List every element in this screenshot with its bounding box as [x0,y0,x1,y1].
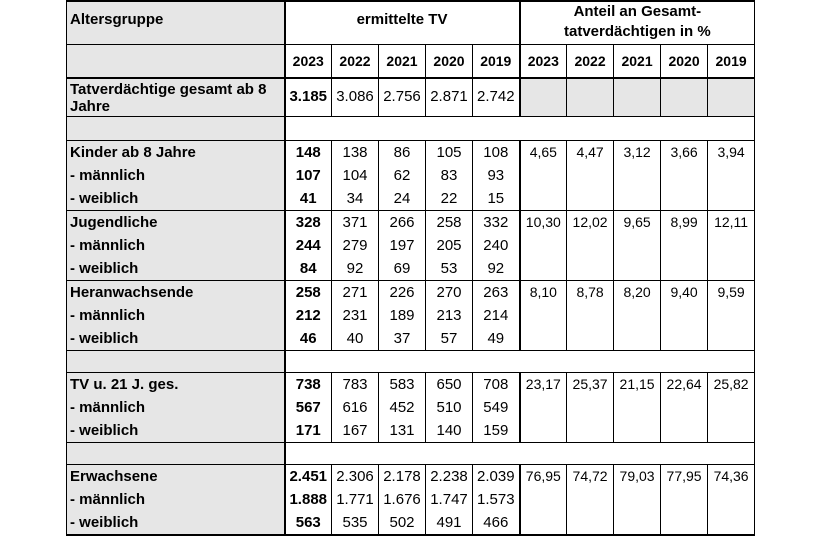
value: 69 [393,259,411,277]
value: 452 [389,398,415,416]
pct-cell [614,140,661,210]
group-label: Erwachsene [70,467,158,485]
value: 240 [483,236,509,254]
total-pct-empty [661,78,708,116]
pct-value: 4,47 [576,143,604,160]
pct-cell [708,140,755,210]
group-label-heranwachsende [67,280,285,350]
value-cell [379,210,426,280]
group-label: - männlich [70,490,146,508]
value: 107 [295,166,321,184]
pct-value: 74,72 [572,467,608,484]
value: 226 [389,283,415,301]
pct-cell [661,140,708,210]
pct-value: 8,78 [576,283,604,300]
pct-value: 8,99 [670,213,698,230]
pct-value: 12,02 [572,213,608,230]
value: 189 [389,306,415,324]
value: 140 [436,421,462,439]
pct-value: 25,82 [713,375,749,392]
total-value: 2.742 [473,78,520,116]
group-label: TV u. 21 J. ges. [70,375,179,393]
spacer-row [67,442,755,464]
group-label: - weiblich [70,189,139,207]
pct-value: 9,59 [717,283,745,300]
pct-cell [708,210,755,280]
year-pct-2022: 2022 [567,44,614,78]
pct-value: 8,20 [623,283,651,300]
value-cell [473,464,520,535]
year-tv-2023: 2023 [285,44,332,78]
value: 2.178 [383,467,421,485]
value: 783 [342,375,368,393]
year-pct-2023: 2023 [520,44,567,78]
pct-value: 22,64 [666,375,702,392]
value: 108 [483,143,509,161]
group-label-jugendliche [67,210,285,280]
value: 279 [342,236,368,254]
value: 1.771 [336,490,374,508]
pct-cell [614,464,661,535]
group-row-kinder [67,140,755,210]
value: 1.888 [289,490,328,508]
value: 270 [436,283,462,301]
value: 563 [295,513,321,531]
group-label: - weiblich [70,259,139,277]
total-pct-empty [708,78,755,116]
value: 650 [436,375,462,393]
pct-cell [661,210,708,280]
value-cell [332,140,379,210]
value: 83 [440,166,458,184]
value: 371 [342,213,368,231]
pct-value: 9,40 [670,283,698,300]
value-cell [379,140,426,210]
pct-cell [520,280,567,350]
group-label: - weiblich [70,329,139,347]
group-row-heranwachsende [67,280,755,350]
spacer-row [67,116,755,140]
total-value: 3.086 [332,78,379,116]
pct-cell [614,372,661,442]
value: 40 [346,329,364,347]
total-value: 2.871 [426,78,473,116]
value-cell [285,140,332,210]
value: 213 [436,306,462,324]
value-cell [332,464,379,535]
pct-value: 76,95 [525,467,561,484]
value-cell [285,210,332,280]
total-row [67,78,755,116]
header-age-group: Altersgruppe [67,1,285,44]
value: 1.573 [477,490,515,508]
value: 466 [483,513,509,531]
value-cell [426,464,473,535]
pct-cell [520,140,567,210]
group-label: - weiblich [70,421,139,439]
pct-value: 25,37 [572,375,608,392]
value: 148 [295,143,321,161]
value: 92 [487,259,505,277]
value: 2.238 [430,467,468,485]
value: 258 [295,283,321,301]
value: 197 [389,236,415,254]
value: 205 [436,236,462,254]
value-cell [426,280,473,350]
total-value: 2.756 [379,78,426,116]
group-label-under21 [67,372,285,442]
year-tv-2021: 2021 [379,44,426,78]
pct-value: 74,36 [713,467,749,484]
value: 2.306 [336,467,374,485]
pct-value: 3,94 [717,143,745,160]
year-pct-2020: 2020 [661,44,708,78]
year-pct-2019: 2019 [708,44,755,78]
pct-value: 10,30 [525,213,561,230]
year-header-blank [67,44,285,78]
pct-cell [661,372,708,442]
value: 738 [295,375,321,393]
value: 266 [389,213,415,231]
group-label: - männlich [70,236,146,254]
value: 244 [295,236,321,254]
group-label: Heranwachsende [70,283,194,301]
value-cell [332,372,379,442]
value: 510 [436,398,462,416]
pct-cell [708,280,755,350]
value: 583 [389,375,415,393]
header-tv: ermittelte TV [285,1,520,44]
group-row-under21 [67,372,755,442]
year-tv-2019: 2019 [473,44,520,78]
pct-cell [661,280,708,350]
year-tv-2020: 2020 [426,44,473,78]
value-cell [426,210,473,280]
group-row-jugendliche [67,210,755,280]
pct-value: 79,03 [619,467,655,484]
spacer-row [67,350,755,372]
pct-cell [520,210,567,280]
value-cell [473,372,520,442]
value-cell [285,280,332,350]
value: 105 [436,143,462,161]
header-share: Anteil an Gesamt-tatverdächtigen in % [520,1,755,44]
value: 549 [483,398,509,416]
pct-cell [567,280,614,350]
value-cell [285,372,332,442]
pct-value: 9,65 [623,213,651,230]
year-tv-2022: 2022 [332,44,379,78]
group-label: Jugendliche [70,213,158,231]
value-cell [379,280,426,350]
pct-value: 12,11 [714,213,749,230]
year-header-row [67,44,755,78]
value: 616 [342,398,368,416]
value: 104 [342,166,368,184]
value: 258 [436,213,462,231]
group-label-erwachsene [67,464,285,535]
value: 92 [346,259,364,277]
group-row-erwachsene [67,464,755,535]
value: 214 [483,306,509,324]
value: 138 [342,143,368,161]
value-cell [473,280,520,350]
pct-cell [567,210,614,280]
value: 328 [295,213,321,231]
value: 84 [299,259,317,277]
value: 1.747 [430,490,468,508]
value: 53 [440,259,458,277]
group-label: - weiblich [70,513,139,531]
value-cell [426,372,473,442]
value-cell [379,464,426,535]
statistics-table [66,0,755,536]
value: 2.451 [289,467,328,485]
pct-value: 23,17 [525,375,561,392]
value: 46 [299,329,317,347]
value: 535 [342,513,368,531]
value: 2.039 [477,467,515,485]
value: 1.676 [383,490,421,508]
value: 34 [346,189,364,207]
value: 41 [299,189,317,207]
value-cell [426,140,473,210]
value: 332 [483,213,509,231]
pct-cell [708,464,755,535]
total-label: Tatverdächtige gesamt ab 8 Jahre [67,78,285,116]
pct-value: 8,10 [529,283,557,300]
group-label-kinder [67,140,285,210]
value: 263 [483,283,509,301]
value: 24 [393,189,411,207]
value: 62 [393,166,411,184]
total-pct-empty [520,78,567,116]
value: 271 [342,283,368,301]
value: 22 [440,189,458,207]
total-pct-empty [614,78,661,116]
pct-cell [567,464,614,535]
value-cell [285,464,332,535]
pct-value: 77,95 [666,467,702,484]
value: 86 [393,143,411,161]
pct-value: 4,65 [529,143,557,160]
value: 567 [295,398,321,416]
value: 502 [389,513,415,531]
value: 57 [440,329,458,347]
pct-cell [520,464,567,535]
pct-value: 21,15 [619,375,655,392]
pct-cell [708,372,755,442]
value: 93 [487,166,505,184]
pct-cell [614,280,661,350]
value-cell [473,210,520,280]
value-cell [473,140,520,210]
pct-cell [520,372,567,442]
value: 167 [342,421,368,439]
value: 231 [342,306,368,324]
group-label: Kinder ab 8 Jahre [70,143,196,161]
value: 159 [483,421,509,439]
value: 131 [389,421,415,439]
value-cell [332,280,379,350]
total-pct-empty [567,78,614,116]
total-value: 3.185 [285,78,332,116]
group-label: - männlich [70,398,146,416]
pct-value: 3,66 [670,143,698,160]
pct-cell [567,372,614,442]
value: 491 [436,513,462,531]
value: 49 [487,329,505,347]
value: 212 [295,306,321,324]
value: 708 [483,375,509,393]
pct-value: 3,12 [623,143,651,160]
value-cell [332,210,379,280]
group-label: - männlich [70,306,146,324]
pct-cell [567,140,614,210]
group-label: - männlich [70,166,146,184]
value-cell [379,372,426,442]
value: 37 [393,329,411,347]
pct-cell [614,210,661,280]
value: 171 [295,421,321,439]
pct-cell [661,464,708,535]
year-pct-2021: 2021 [614,44,661,78]
value: 15 [487,189,505,207]
